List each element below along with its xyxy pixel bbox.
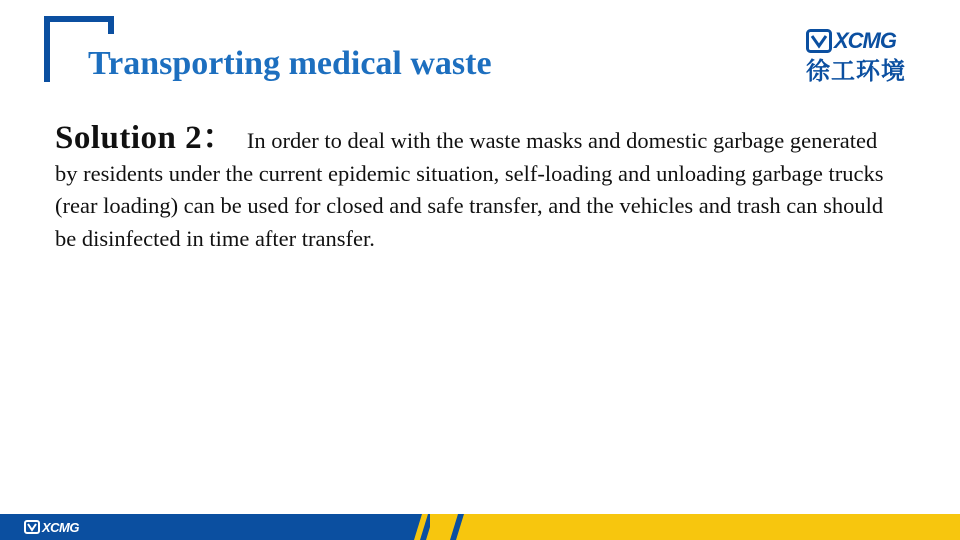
logo-brand-text: XCMG [834, 28, 896, 53]
xcmg-emblem-icon [806, 29, 832, 53]
footer-logo [24, 518, 79, 536]
xcmg-logo [806, 28, 918, 88]
solution-text: In order to deal with the waste masks and domestic garbage generated by residents under the current epidemic situation, self-loading and unloading garbage trucks (rear loading) can be used for closed and safe transfer, and the vehicles and trash can should be disinfected in time after transfer. [55, 128, 884, 251]
footer-band-yellow [430, 514, 960, 540]
footer-brand-text: XCMG [42, 519, 79, 535]
slide-title: Transporting medical waste [88, 45, 492, 82]
footer-stripes-decoration [404, 514, 468, 540]
footer-emblem-icon [24, 520, 40, 534]
solution-paragraph [55, 122, 885, 255]
solution-label: Solution 2： [55, 120, 236, 156]
logo-chinese-name: 徐工环境 [806, 57, 906, 85]
